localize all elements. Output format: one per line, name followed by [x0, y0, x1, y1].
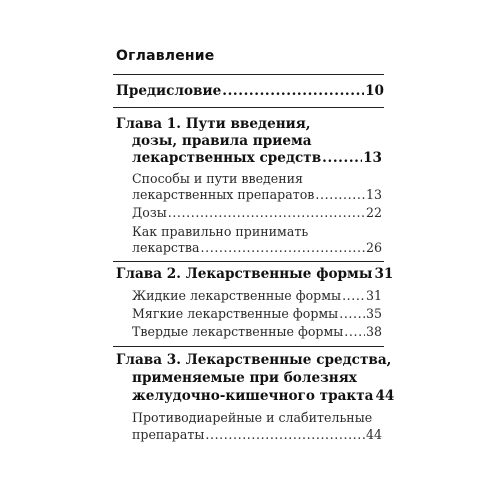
leader-dots: [201, 239, 365, 256]
toc-subentry[interactable]: [132, 239, 382, 256]
entry-page: 13: [363, 150, 382, 166]
toc-subentry-line[interactable]: [132, 170, 382, 187]
toc-entry-chapter-1[interactable]: [132, 150, 382, 167]
chapter-title-text: лекарственных средств: [132, 150, 322, 166]
subentry-title: Как правильно принимать: [132, 224, 309, 239]
divider: [113, 74, 384, 75]
toc-subentry-line[interactable]: [132, 223, 382, 240]
subentry-title: Жидкие лекарственные формы: [132, 288, 342, 303]
leader-dots: [339, 305, 365, 322]
chapter-3-title-line[interactable]: [116, 352, 391, 369]
subentry-title: Мягкие лекарственные формы: [132, 306, 339, 321]
leader-dots: [322, 150, 362, 167]
toc-subentry[interactable]: [132, 305, 382, 322]
chapter-title-text: применяемые при болезнях: [132, 370, 357, 386]
chapter-title-text: дозы, правила приема: [132, 133, 312, 149]
entry-page: 44: [375, 388, 395, 404]
toc-entry-chapter-3[interactable]: [132, 388, 395, 405]
leader-dots: [222, 83, 364, 100]
chapter-1-title-line[interactable]: [132, 133, 382, 150]
leader-dots: [344, 323, 365, 340]
entry-page: 13: [365, 187, 382, 202]
toc-subentry[interactable]: [132, 186, 382, 203]
subentry-title: препараты: [132, 427, 205, 442]
toc-subentry[interactable]: [132, 204, 382, 221]
chapter-title-text: Глава 1. Пути введения,: [116, 116, 311, 132]
subentry-title: Дозы: [132, 205, 167, 220]
entry-page: 10: [365, 83, 384, 99]
entry-page: 22: [365, 205, 382, 220]
entry-page: 44: [365, 427, 382, 442]
toc-subentry[interactable]: [132, 287, 382, 304]
entry-page: 31: [374, 266, 394, 282]
subentry-title: лекарственных препаратов: [132, 187, 315, 202]
entry-page: 31: [365, 288, 382, 303]
toc-heading: Оглавление: [116, 48, 215, 64]
leader-dots: [315, 186, 365, 203]
subentry-title: лекарства: [132, 240, 200, 255]
leader-dots: [205, 426, 365, 443]
subentry-title: Способы и пути введения: [132, 171, 303, 186]
chapter-3-title-line[interactable]: [132, 370, 382, 387]
chapter-title-text: Глава 3. Лекарственные средства,: [116, 352, 392, 368]
toc-entry-preface[interactable]: [116, 83, 384, 100]
leader-dots: [168, 204, 365, 221]
divider: [113, 107, 384, 108]
subentry-title: Твердые лекарственные формы: [132, 324, 344, 339]
subentry-title: Противодиарейные и слабительные: [132, 410, 373, 425]
toc-subentry[interactable]: [132, 323, 382, 340]
chapter-1-title-line[interactable]: [116, 116, 311, 133]
divider: [113, 346, 384, 347]
entry-page: 35: [365, 306, 382, 321]
chapter-title-text: желудочно-кишечного тракта: [132, 388, 374, 404]
divider: [113, 261, 384, 262]
entry-page: 38: [365, 324, 382, 339]
chapter-title-text: Глава 2. Лекарственные формы: [116, 266, 373, 282]
entry-title: Предисловие: [116, 83, 222, 99]
toc-entry-chapter-2[interactable]: [116, 266, 394, 283]
toc-subentry[interactable]: [132, 426, 382, 443]
entry-page: 26: [365, 240, 382, 255]
toc-subentry-line[interactable]: [132, 409, 382, 426]
leader-dots: [342, 287, 365, 304]
